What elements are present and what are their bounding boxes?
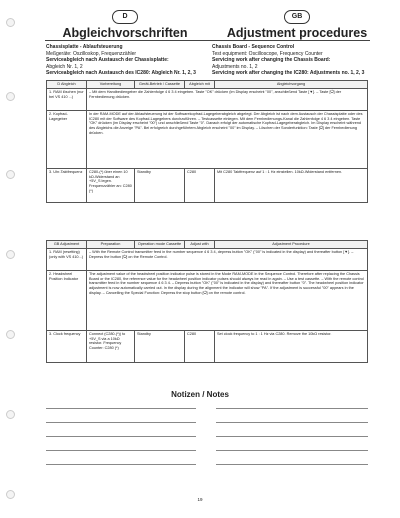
adjustment-procedure: Mit C280 Taktfrequenz auf 1 : 1 Hz einstellen. 10kΩ-Widerstand entfernen. bbox=[215, 168, 368, 202]
column-header: D Abgleich bbox=[47, 81, 87, 89]
operation-mode: Standby bbox=[135, 168, 185, 202]
adjustment-preparation: C280-(*) über einen 10 kΩ-Widerstand an +5V_S legen. Frequenzzähler an: C280 (*) bbox=[87, 168, 135, 202]
german-title: Abgleichvorschriften bbox=[62, 26, 188, 40]
english-header bbox=[222, 10, 372, 40]
german-adjustment-table bbox=[46, 80, 368, 203]
german-section-title: Chassisplatte - Ablaufsteuerung bbox=[46, 44, 123, 50]
notes-title: Notizen / Notes bbox=[171, 390, 229, 399]
column-header: Adjust with bbox=[185, 241, 215, 249]
adjustment-name: 3. Clock frequency bbox=[47, 330, 87, 362]
column-header: Abgleich mit bbox=[185, 81, 215, 89]
column-header: Vorbereitung bbox=[87, 81, 135, 89]
table-row bbox=[47, 88, 368, 110]
binder-hole bbox=[6, 330, 15, 339]
german-service-heading: Serviceabgleich nach Austausch der Chassisplatte: bbox=[46, 57, 169, 63]
adjust-with: C280 bbox=[185, 330, 215, 362]
adjust-with: C280 bbox=[185, 168, 215, 202]
binder-hole bbox=[6, 170, 15, 179]
table-row bbox=[47, 110, 368, 168]
english-service-heading: Servicing work after changing the Chassis Board: bbox=[212, 57, 331, 63]
english-ic-service: Servicing work after changing the IC280: Adjustments no. 1, 2, 3 bbox=[212, 70, 365, 76]
adjustment-name: 1. RAM (resetting) (only with VS 410...) bbox=[47, 248, 87, 270]
adjustment-procedure: The adjustment value of the headwheel position indicator pulse is stored in the Mode RAM-MODE in the Sequence Control. Therefore after replacing the Chassis Board or the IC280, the reference value for the headwheel position indicator pulses should always be read in again. – Use a test cassette. – With the remote control transmitter feed in the number sequence 4 6 3 4. – Depress button "OK" ("00" is indicated in the display) and thereafter button "0". The headwheel position indicator adjustment is now automatically carried out. In the display during the alignment the indicator will show "PA". If the adjustment is successful "00" appears in the display. – Cancelling the Special Function: Depress the stop button [⏻] on the remote control. bbox=[87, 270, 368, 330]
column-header: Gerät-Betrieb / Cassette bbox=[135, 81, 185, 89]
table-row bbox=[47, 270, 368, 330]
english-service-adjustments: Adjustments no. 1, 2 bbox=[212, 63, 258, 70]
note-line bbox=[46, 422, 196, 423]
table-header-row bbox=[47, 241, 368, 249]
column-header: GB Adjustment bbox=[47, 241, 87, 249]
binder-hole bbox=[6, 410, 15, 419]
adjustment-preparation: Connect (C280-(*)) to +5V_S via a 10kΩ resistor. Frequency Counter: C280 (*) bbox=[87, 330, 135, 362]
note-line bbox=[46, 464, 196, 465]
column-header: Preparation bbox=[87, 241, 135, 249]
english-section-title: Chassis Board - Sequence Control bbox=[212, 44, 295, 50]
adjustment-procedure: Set clock frequency to 1 : 1 Hz via C280. Remove the 10kΩ resistor. bbox=[215, 330, 368, 362]
binder-holes bbox=[6, 0, 14, 518]
adjustment-name: 2. Kopfrad-Lagegeber bbox=[47, 110, 87, 168]
column-header: Operation mode Cassette bbox=[135, 241, 185, 249]
adjustment-name: 3. Uhr-Taktfrequenz bbox=[47, 168, 87, 202]
language-badge-de: D bbox=[112, 10, 138, 24]
page-number: 19 bbox=[197, 497, 203, 502]
note-line bbox=[216, 436, 368, 437]
german-test-equipment: Meßgeräte: Oszilloskop, Frequenzzähler bbox=[46, 50, 137, 57]
table-row bbox=[47, 248, 368, 270]
german-service-adjustments: Abgleich Nr. 1, 2 bbox=[46, 63, 83, 70]
english-intro bbox=[212, 44, 364, 77]
note-line bbox=[46, 408, 196, 409]
english-test-equipment: Test equipment: Oscilloscope, Frequency Counter bbox=[212, 50, 323, 57]
english-adjustment-table bbox=[46, 240, 368, 363]
column-header: Adjustment Procedure bbox=[215, 241, 368, 249]
note-line bbox=[216, 450, 368, 451]
english-title: Adjustment procedures bbox=[226, 26, 368, 40]
note-line bbox=[216, 408, 368, 409]
german-intro bbox=[46, 44, 196, 77]
table-row bbox=[47, 330, 368, 362]
adjustment-name: 2. Headwheel Position Indicator bbox=[47, 270, 87, 330]
adjustment-procedure: In der RAM-MODE auf der Ablaufsteuerung ist der Softwarekopfrad-Lagegeberabgleich abgelegt. Der Abgleich ist nach dem Austausch der Chassisplatte oder des IC280 mit der Software des Kopfrad-Lagegebers durchzuführen. – Testcassette einlegen. Mit dem Fernbedienungs-Kanal die Zahlenfolge 4 6 3 4 eingeben. Taste "OK" drücken (im Display erscheint "00") und anschließend Taste "0". Danach erfolgt der automatische Kopfrad-Lagegeberabgleich. Im Display erscheint während des Abgleichs die Anzeige "PA". Bei erfolgreich durchgeführtem Abgleich erscheint "00" im Display. – Löschen der Sonderfunktion: Taste [⏻] der Fernbedienung drücken. bbox=[87, 110, 368, 168]
language-badge-gb: GB bbox=[284, 10, 310, 24]
adjustment-procedure: – With the Remote Control transmitter feed in the number sequence 4 6 3 4, depress button "OK" ("00" is indicated in the display) and thereafter button [▼]. – Depress the button [⏻] on the Remote Control. bbox=[87, 248, 368, 270]
table-header-row bbox=[47, 81, 368, 89]
binder-hole bbox=[6, 92, 15, 101]
column-header: Abgleichvorgang bbox=[215, 81, 368, 89]
note-line bbox=[46, 436, 196, 437]
header-rule bbox=[45, 40, 370, 41]
binder-hole bbox=[6, 18, 15, 27]
note-line bbox=[216, 464, 368, 465]
adjustment-procedure: – Mit dem Handbediengeber die Zahlenfolge 4 6 3 4 eingeben. Taste "OK" drücken (im Display erscheint "00", anschließend Taste [▼]. – Taste [⏻] der Fernbedienung drücken. bbox=[87, 88, 368, 110]
note-line bbox=[216, 422, 368, 423]
operation-mode: Standby bbox=[135, 330, 185, 362]
note-line bbox=[46, 450, 196, 451]
binder-hole bbox=[6, 250, 15, 259]
german-header bbox=[50, 10, 200, 40]
german-ic-service: Serviceabgleich nach Austausch des IC280: Abgleich Nr. 1, 2, 3 bbox=[46, 70, 196, 76]
adjustment-name: 1. RAM löschen (nur bei VS 410 ...) bbox=[47, 88, 87, 110]
table-row bbox=[47, 168, 368, 202]
